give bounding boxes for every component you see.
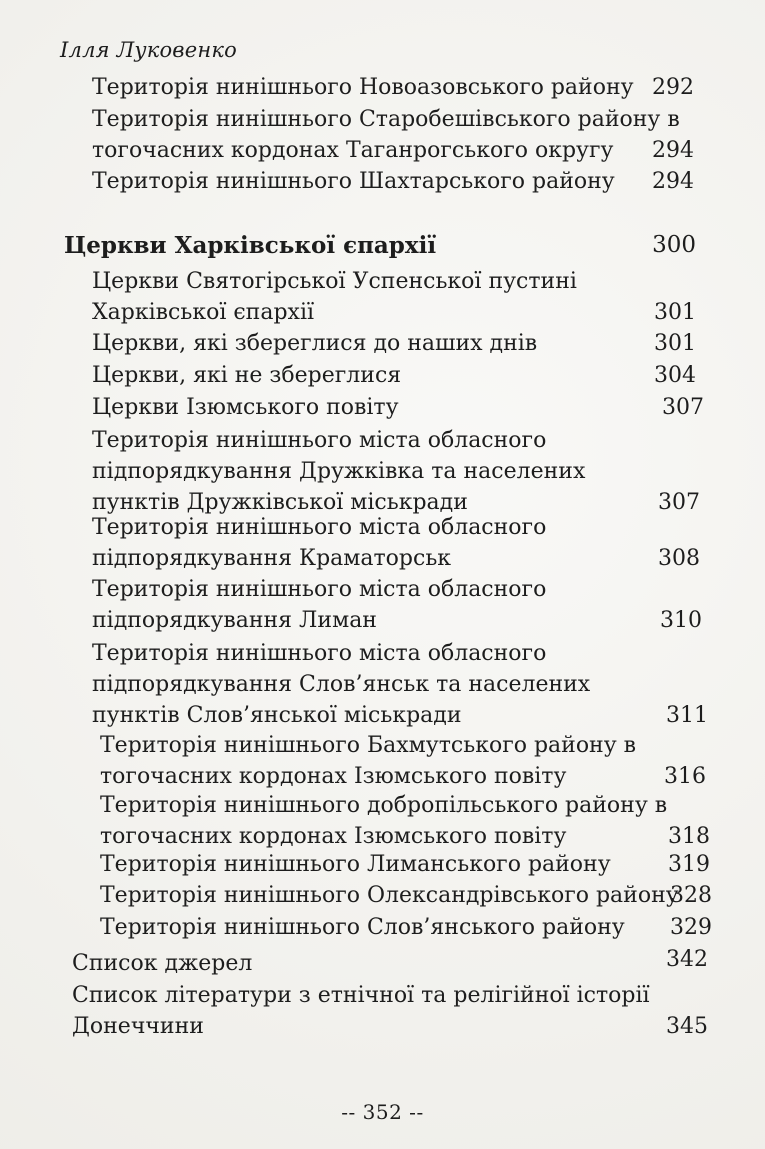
toc-entry-title: Територія нинішнього міста обласного	[92, 641, 547, 666]
toc-entry-page: 294	[652, 169, 694, 194]
toc-entry-title: Список літератури з етнічної та релігійної історії	[72, 983, 650, 1008]
toc-entry	[100, 849, 710, 880]
toc-entry-page: 307	[658, 490, 700, 515]
toc-entry-page: 301	[654, 300, 696, 325]
toc-entry-title: підпорядкування Краматорськ	[92, 546, 452, 571]
toc-entry	[92, 166, 694, 197]
toc-entry-title: тогочасних кордонах Таганрогського округу	[92, 138, 614, 163]
toc-entry-title: пунктів Слов’янської міськради	[92, 703, 462, 728]
toc-entry-page: 304	[654, 363, 696, 388]
toc-entry-title: Територія нинішнього міста обласного	[92, 515, 547, 540]
toc-entry	[100, 730, 706, 792]
toc-entry	[92, 266, 696, 328]
toc-entry-page: 301	[654, 331, 696, 356]
toc-entry-title: Донеччини	[72, 1014, 204, 1039]
toc-entry-title: підпорядкування Слов’янськ та населених	[92, 672, 591, 697]
toc-entry-page: 311	[666, 703, 708, 728]
toc-entry	[72, 980, 708, 1042]
toc-entry-page: 310	[660, 608, 702, 633]
toc-entry	[92, 72, 694, 103]
toc-entry	[100, 790, 710, 852]
toc-entry-page: 307	[662, 395, 704, 420]
toc-entry-title: Територія нинішнього Старобешівського району в	[92, 107, 680, 132]
toc-entry	[92, 104, 694, 166]
running-header: Ілля Луковенко	[60, 38, 237, 62]
toc-entry-page: 319	[668, 852, 710, 877]
toc-entry	[92, 392, 704, 423]
toc-entry-title: Територія нинішнього міста обласного	[92, 577, 547, 602]
toc-entry	[92, 425, 700, 518]
toc-entry-title: тогочасних кордонах Ізюмського повіту	[100, 824, 567, 849]
toc-entry	[92, 512, 700, 574]
toc-entry	[92, 328, 696, 359]
toc-entry-title: підпорядкування Лиман	[92, 608, 377, 633]
toc-entry-page: 300	[652, 232, 696, 258]
toc-entry-title: Церкви, які не збереглися	[92, 363, 402, 388]
toc-entry-page: 316	[664, 764, 706, 789]
toc-entry-title: Територія нинішнього Шахтарського району	[92, 169, 615, 194]
toc-entry-page: 329	[670, 915, 712, 940]
toc-entry-title: Територія нинішнього добропільського району в	[100, 793, 668, 818]
toc-entry-title: Територія нинішнього міста обласного	[92, 428, 547, 453]
toc-entry	[72, 948, 708, 979]
toc-entry	[100, 880, 712, 911]
toc-entry-title: Територія нинішнього Бахмутського району в	[100, 733, 637, 758]
toc-entry-title: Територія нинішнього Лиманського району	[100, 852, 611, 877]
toc-entry-page: 308	[658, 546, 700, 571]
page-number: -- 352 --	[341, 1100, 424, 1124]
toc-entry-title: підпорядкування Дружківка та населених	[92, 459, 586, 484]
toc-entry-title: Територія нинішнього Новоазовського району	[92, 75, 634, 100]
toc-entry-page: 342	[666, 947, 708, 972]
toc-entry	[100, 912, 712, 943]
toc-entry	[92, 574, 702, 636]
toc-entry	[92, 638, 708, 731]
toc-entry-title: пунктів Дружківської міськради	[92, 490, 468, 515]
toc-entry-page: 292	[652, 75, 694, 100]
toc-entry-page: 328	[670, 883, 712, 908]
toc-entry-title: Церкви Святогірської Успенської пустині	[92, 269, 577, 294]
toc-entry-title: Харківської єпархії	[92, 300, 315, 325]
toc-entry-title: Церкви, які збереглися до наших днів	[92, 331, 538, 356]
toc-entry-page: 318	[668, 824, 710, 849]
toc-entry-title: Територія нинішнього Слов’янського району	[100, 915, 625, 940]
toc-entry-title: Церкви Ізюмського повіту	[92, 395, 399, 420]
toc-entry-title: Список джерел	[72, 951, 253, 976]
toc-entry-title: тогочасних кордонах Ізюмського повіту	[100, 764, 567, 789]
toc-entry	[92, 360, 696, 391]
toc-section-heading	[64, 230, 696, 261]
toc-entry-page: 294	[652, 138, 694, 163]
toc-entry-page: 345	[666, 1014, 708, 1039]
toc-entry-title: Церкви Харківської єпархії	[64, 232, 437, 259]
toc-entry-title: Територія нинішнього Олександрівського району	[100, 883, 679, 908]
